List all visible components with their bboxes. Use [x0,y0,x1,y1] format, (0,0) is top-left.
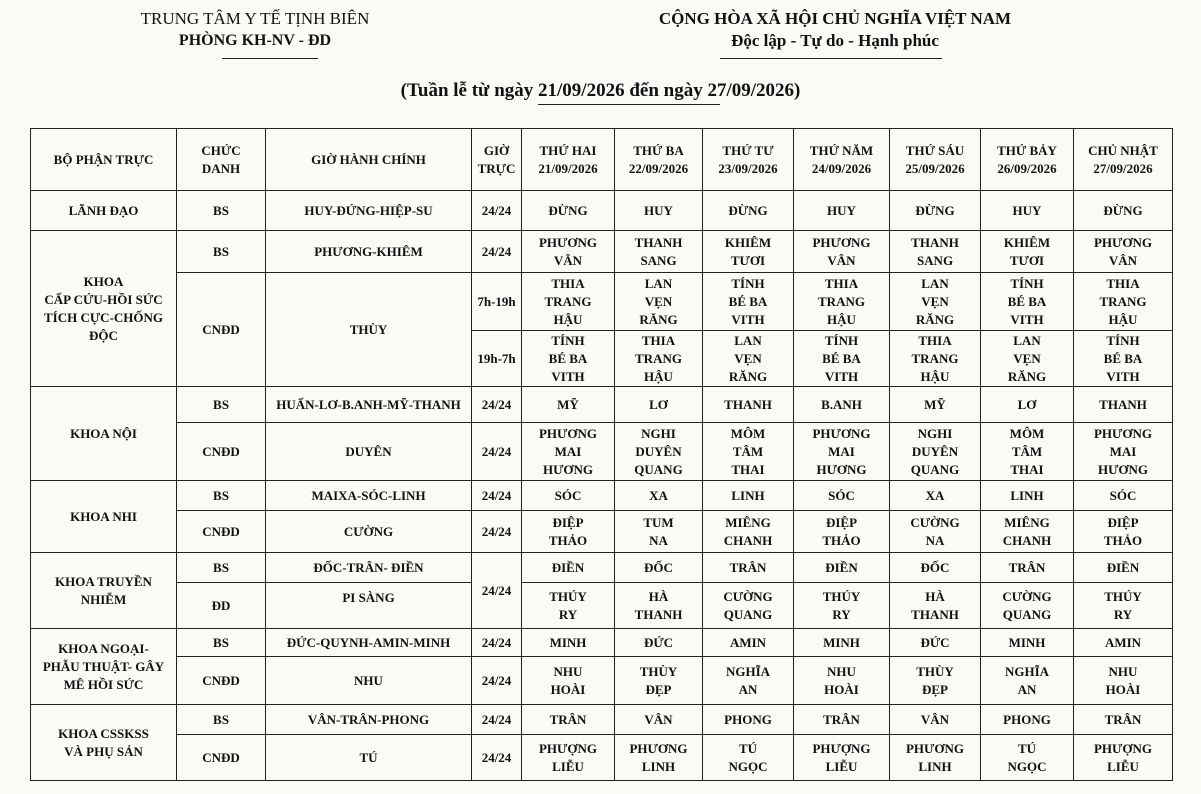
table-row [31,481,1173,511]
day-7-cell: THÚY RY [1074,583,1173,629]
shift-cell: 24/24 [472,387,522,423]
day-6-cell: NGHĨA AN [981,657,1074,705]
day-1-cell: PHƯƠNG VÂN [522,231,615,273]
department-cell: KHOA CSSKSS VÀ PHỤ SẢN [31,705,177,781]
title-cell: ĐD [177,583,266,629]
day-5-cell: CƯỜNG NA [890,511,981,553]
office-hours-cell: PI SÀNG [266,583,472,629]
day-4-cell: ĐIỀN [794,553,890,583]
department-cell: KHOA NHI [31,481,177,553]
day-1-cell: PHƯỢNG LIỄU [522,735,615,781]
office-hours-cell: VÂN-TRÂN-PHONG [266,705,472,735]
day-1-cell: SÓC [522,481,615,511]
day-5-cell: NGHI DUYÊN QUANG [890,423,981,481]
day-1-cell: TÍNH BÉ BA VITH [522,331,615,387]
day-5-cell: ĐỪNG [890,191,981,231]
col-day-5: THỨ SÁU 25/09/2026 [890,129,981,191]
day-4-cell: THIA TRANG HẬU [794,273,890,331]
country-name: CỘNG HÒA XÃ HỘI CHỦ NGHĨA VIỆT NAM [658,9,1012,28]
day-1-cell: MỸ [522,387,615,423]
title-cell: BS [177,553,266,583]
title-cell: BS [177,231,266,273]
day-4-cell: TRÂN [794,705,890,735]
national-motto: Độc lập - Tự do - Hạnh phúc [731,31,939,50]
shift-cell: 24/24 [472,231,522,273]
day-3-cell: MIÊNG CHANH [703,511,794,553]
national-header [600,8,1070,52]
office-hours-cell: NHU [266,657,472,705]
col-day-1: THỨ HAI 21/09/2026 [522,129,615,191]
shift-cell: 24/24 [472,511,522,553]
department-name: PHÒNG KH-NV - ĐD [178,32,332,49]
day-5-cell: PHƯƠNG LINH [890,735,981,781]
col-day-2: THỨ BA 22/09/2026 [615,129,703,191]
office-hours-cell: ĐỨC-QUYNH-AMIN-MINH [266,629,472,657]
shift-cell: 24/24 [472,481,522,511]
day-7-cell: SÓC [1074,481,1173,511]
day-5-cell: THANH SANG [890,231,981,273]
day-7-cell: PHƯỢNG LIỄU [1074,735,1173,781]
day-2-cell: PHƯƠNG LINH [615,735,703,781]
col-title: CHỨC DANH [177,129,266,191]
day-4-cell: PHƯỢNG LIỄU [794,735,890,781]
title-cell: BS [177,387,266,423]
day-4-cell: THÚY RY [794,583,890,629]
day-6-cell: CƯỜNG QUANG [981,583,1074,629]
day-7-cell: TÍNH BÉ BA VITH [1074,331,1173,387]
shift-cell: 24/24 [472,735,522,781]
day-2-cell: THÙY ĐẸP [615,657,703,705]
day-6-cell: LƠ [981,387,1074,423]
day-5-cell: ĐỨC [890,629,981,657]
day-6-cell: HUY [981,191,1074,231]
day-1-cell: NHU HOÀI [522,657,615,705]
table-row [31,423,1173,481]
organization-header [110,8,400,52]
day-6-cell: LINH [981,481,1074,511]
duty-schedule-table [30,128,1173,781]
day-5-cell: THIA TRANG HẬU [890,331,981,387]
shift-cell: 24/24 [472,423,522,481]
office-hours-cell: MAIXA-SÓC-LINH [266,481,472,511]
title-cell: CNĐD [177,423,266,481]
table-row [31,705,1173,735]
day-7-cell: THIA TRANG HẬU [1074,273,1173,331]
day-5-cell: HÀ THANH [890,583,981,629]
day-2-cell: ĐỐC [615,553,703,583]
day-4-cell: TÍNH BÉ BA VITH [794,331,890,387]
motto-underline [720,58,942,59]
day-3-cell: LAN VẸN RĂNG [703,331,794,387]
title-cell: BS [177,629,266,657]
day-7-cell: ĐỪNG [1074,191,1173,231]
day-6-cell: TÚ NGỌC [981,735,1074,781]
day-1-cell: ĐIỀN [522,553,615,583]
table-row [31,735,1173,781]
office-hours-cell: DUYÊN [266,423,472,481]
day-2-cell: HÀ THANH [615,583,703,629]
day-3-cell: NGHĨA AN [703,657,794,705]
day-5-cell: THÙY ĐẸP [890,657,981,705]
shift-cell: 24/24 [472,657,522,705]
shift-cell: 24/24 [472,191,522,231]
day-4-cell: ĐIỆP THẢO [794,511,890,553]
day-7-cell: ĐIỀN [1074,553,1173,583]
department-cell: KHOA TRUYỀN NHIỄM [31,553,177,629]
day-3-cell: AMIN [703,629,794,657]
day-1-cell: PHƯƠNG MAI HƯƠNG [522,423,615,481]
office-hours-cell: HUY-ĐỨNG-HIỆP-SU [266,191,472,231]
day-5-cell: LAN VẸN RĂNG [890,273,981,331]
day-6-cell: MINH [981,629,1074,657]
title-cell: BS [177,481,266,511]
col-day-4: THỨ NĂM 24/09/2026 [794,129,890,191]
day-7-cell: PHƯƠNG VÂN [1074,231,1173,273]
org-name: TRUNG TÂM Y TẾ TỊNH BIÊN [140,9,370,28]
col-day-3: THỨ TƯ 23/09/2026 [703,129,794,191]
table-row [31,657,1173,705]
col-office-hours: GIỜ HÀNH CHÍNH [266,129,472,191]
day-4-cell: PHƯƠNG MAI HƯƠNG [794,423,890,481]
day-2-cell: XA [615,481,703,511]
day-3-cell: MÔM TÂM THAI [703,423,794,481]
table-row [31,511,1173,553]
day-6-cell: KHIÊM TƯƠI [981,231,1074,273]
day-4-cell: PHƯƠNG VÂN [794,231,890,273]
department-cell: KHOA CẤP CỨU-HỒI SỨC TÍCH CỰC-CHỐNG ĐỘC [31,231,177,387]
title-cell: BS [177,191,266,231]
day-3-cell: TRÂN [703,553,794,583]
col-shift: GIỜ TRỰC [472,129,522,191]
day-4-cell: NHU HOÀI [794,657,890,705]
department-cell: KHOA NỘI [31,387,177,481]
day-3-cell: ĐỪNG [703,191,794,231]
day-4-cell: B.ANH [794,387,890,423]
day-2-cell: LƠ [615,387,703,423]
day-6-cell: LAN VẸN RĂNG [981,331,1074,387]
day-6-cell: PHONG [981,705,1074,735]
table-row [31,583,1173,629]
shift-cell: 24/24 [472,629,522,657]
day-3-cell: TÚ NGỌC [703,735,794,781]
day-2-cell: ĐỨC [615,629,703,657]
day-2-cell: THANH SANG [615,231,703,273]
day-7-cell: ĐIỆP THẢO [1074,511,1173,553]
table-row [31,191,1173,231]
office-hours-cell: CƯỜNG [266,511,472,553]
day-2-cell: VÂN [615,705,703,735]
day-5-cell: ĐỐC [890,553,981,583]
office-hours-cell: HUẤN-LƠ-B.ANH-MỸ-THANH [266,387,472,423]
title-cell: BS [177,705,266,735]
day-3-cell: THANH [703,387,794,423]
title-cell: CNĐD [177,657,266,705]
table-row [31,273,1173,331]
shift-cell: 24/24 [472,553,522,629]
col-day-7: CHỦ NHẬT 27/09/2026 [1074,129,1173,191]
office-hours-cell: THÙY [266,273,472,387]
day-3-cell: CƯỜNG QUANG [703,583,794,629]
table-row [31,553,1173,583]
header-row [31,129,1173,191]
day-7-cell: PHƯƠNG MAI HƯƠNG [1074,423,1173,481]
day-4-cell: SÓC [794,481,890,511]
office-hours-cell: ĐỐC-TRÂN- ĐIỀN [266,553,472,583]
day-1-cell: THIA TRANG HẬU [522,273,615,331]
day-6-cell: TRÂN [981,553,1074,583]
table-row [31,387,1173,423]
day-5-cell: XA [890,481,981,511]
day-5-cell: VÂN [890,705,981,735]
week-range: (Tuần lễ từ ngày 21/09/2026 đến ngày 27/09/2026) [400,80,801,101]
office-hours-cell: PHƯƠNG-KHIÊM [266,231,472,273]
title-cell: CNĐD [177,511,266,553]
day-7-cell: NHU HOÀI [1074,657,1173,705]
day-2-cell: TUM NA [615,511,703,553]
title-cell: CNĐD [177,273,266,387]
day-7-cell: AMIN [1074,629,1173,657]
day-1-cell: TRÂN [522,705,615,735]
title-cell: CNĐD [177,735,266,781]
col-department: BỘ PHẬN TRỰC [31,129,177,191]
day-6-cell: MÔM TÂM THAI [981,423,1074,481]
day-4-cell: HUY [794,191,890,231]
day-5-cell: MỸ [890,387,981,423]
day-1-cell: MINH [522,629,615,657]
day-2-cell: HUY [615,191,703,231]
day-2-cell: NGHI DUYÊN QUANG [615,423,703,481]
org-underline [222,58,318,59]
day-6-cell: MIÊNG CHANH [981,511,1074,553]
day-6-cell: TÍNH BÉ BA VITH [981,273,1074,331]
week-underline [538,104,720,105]
col-day-6: THỨ BẢY 26/09/2026 [981,129,1074,191]
day-2-cell: THIA TRANG HẬU [615,331,703,387]
day-7-cell: THANH [1074,387,1173,423]
department-cell: LÃNH ĐẠO [31,191,177,231]
day-3-cell: LINH [703,481,794,511]
day-1-cell: ĐIỆP THẢO [522,511,615,553]
day-2-cell: LAN VẸN RĂNG [615,273,703,331]
shift-cell: 19h-7h [472,331,522,387]
office-hours-cell: TÚ [266,735,472,781]
table-row [31,629,1173,657]
shift-cell: 7h-19h [472,273,522,331]
day-1-cell: ĐỪNG [522,191,615,231]
department-cell: KHOA NGOẠI- PHẪU THUẬT- GÂY MÊ HỒI SỨC [31,629,177,705]
day-1-cell: THÚY RY [522,583,615,629]
day-7-cell: TRÂN [1074,705,1173,735]
table-row [31,231,1173,273]
shift-cell: 24/24 [472,705,522,735]
day-3-cell: KHIÊM TƯƠI [703,231,794,273]
day-4-cell: MINH [794,629,890,657]
day-3-cell: TÍNH BÉ BA VITH [703,273,794,331]
day-3-cell: PHONG [703,705,794,735]
